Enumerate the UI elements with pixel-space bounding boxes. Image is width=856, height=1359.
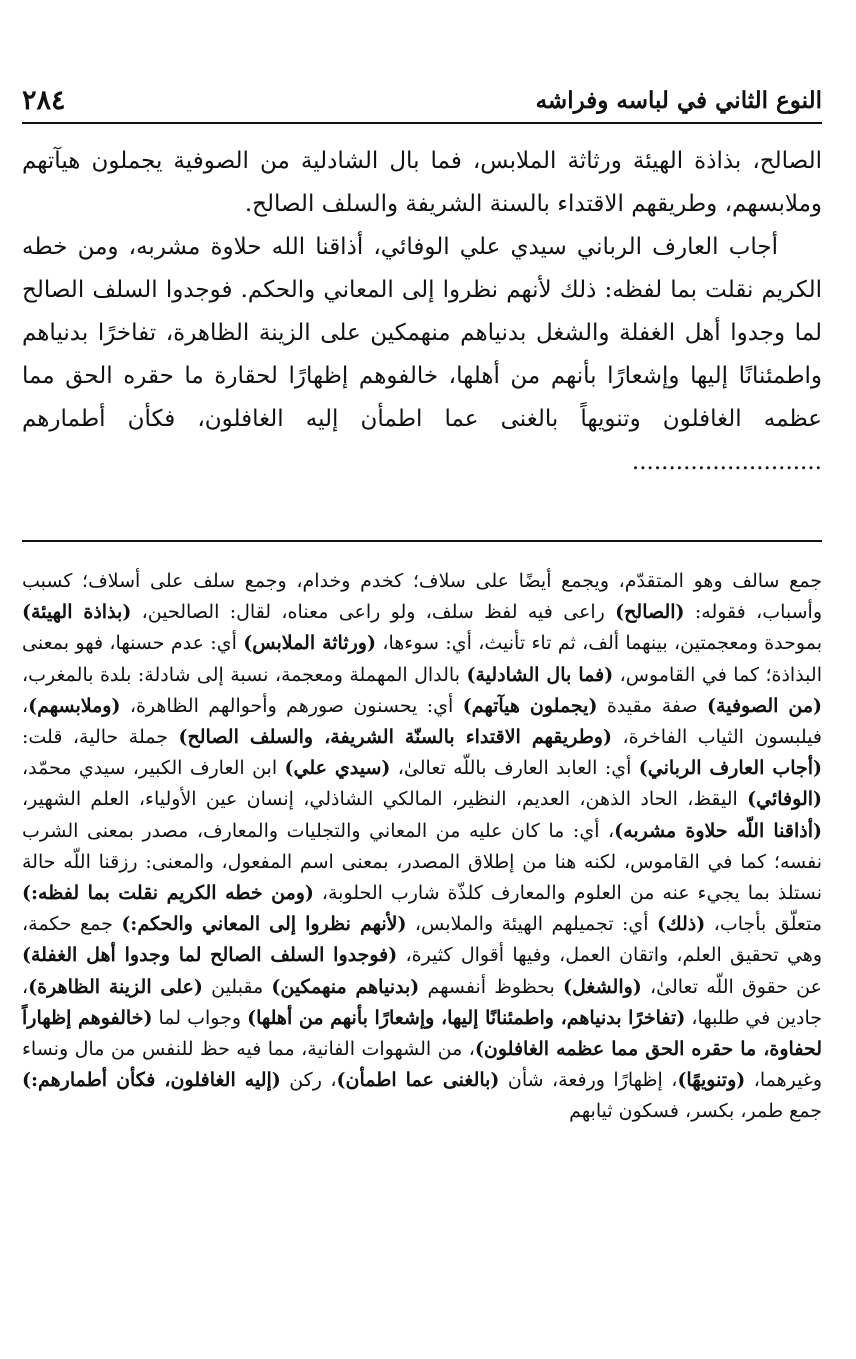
- commentary-segment: بموحدة ومعجمتين، بينهما ألف، ثم تاء تأنيث، أي: سوءها،: [375, 632, 822, 655]
- quoted-phrase: (فما بال الشادلية): [466, 663, 614, 686]
- commentary-segment: ، من الشهوات الفانية، مما فيه حظ للنفس من مال ونساء وغيرهما،: [22, 1038, 822, 1092]
- commentary-segment: ، فيلبسون الثياب الفاخرة،: [22, 694, 823, 749]
- quoted-phrase: (تفاخرًا بدنياهم، واطمئنانًا إليها، وإشعارًا بأنهم من أهلها): [247, 1006, 686, 1029]
- commentary-segment: ابن العارف الكبير، سيدي محمّد،: [22, 757, 285, 780]
- main-paragraph: أجاب العارف الرباني سيدي علي الوفائي، أذاقنا الله حلاوة مشربه، ومن خطه الكريم نقلت بما لفظه: ذلك لأنهم نظروا إلى المعاني والحكم. فوجدوا السلف الصالح لما وجدوا أهل الغفلة والشغل بدنياهم منهمكين على الزينة الظاهرة، تفاخرًا بدنياهم واطمئنانًا إليها وإشعارًا بأنهم من أهلها، خالفوهم إظهارًا لحقارة ما حقره الحق مما عظمه الغافلون وتنويهاً بالغنى عما اطمأن إليه الغافلون، فكأن أطمارهم ..........................: [22, 234, 822, 475]
- quoted-phrase: (الصالح): [615, 601, 685, 624]
- commentary-segment: ، إظهارًا ورفعة، شأن: [499, 1069, 678, 1092]
- commentary-segment: وجواب لما: [152, 1006, 248, 1029]
- commentary-segment: متعلّق بأجاب،: [705, 913, 822, 936]
- page-header: [22, 76, 822, 116]
- quoted-phrase: (سيدي علي): [284, 757, 391, 780]
- main-paragraph: الصالح، بذاذة الهيئة ورثاثة الملابس، فما بال الشادلية من الصوفية يجملون هيآتهم وملابسهم، وطريقهم الاقتداء بالسنة الشريفة والسلف الصالح.: [22, 148, 822, 217]
- commentary-segment: ، جادين في طلبها،: [22, 975, 823, 1029]
- commentary-segment: مقبلين: [202, 975, 272, 998]
- quoted-phrase: (ومن خطه الكريم نقلت بما لفظه:): [22, 882, 314, 905]
- quoted-phrase: (من الصوفية): [707, 694, 822, 717]
- quoted-phrase: (الوفائي): [747, 788, 822, 811]
- quoted-phrase: (على الزينة الظاهرة): [28, 975, 203, 998]
- commentary-segment: جمع حكمة، وهي تحقيق العلم، واتقان العمل، وفيها أقوال كثيرة،: [22, 913, 822, 967]
- quoted-phrase: (ذلك): [656, 913, 706, 936]
- quoted-phrase: (وملابسهم): [28, 694, 121, 717]
- commentary-segment: اليقظ، الحاد الذهن، العديم، النظير، المالكي الشاذلي، إنسان عين الأولياء، العلم الشهير،: [22, 788, 748, 811]
- commentary-segment: ، ركن: [280, 1069, 337, 1092]
- quoted-phrase: (بذاذة الهيئة): [22, 601, 132, 624]
- commentary-segment: أي: العابد العارف باللّه تعالىٰ،: [390, 757, 639, 780]
- quoted-phrase: (يجملون هيآتهم): [462, 694, 598, 717]
- commentary-segment: جمع سالف وهو المتقدّم، ويجمع أيضًا على سلاف؛ كخدم وخدام، وجمع سلف على أسلاف؛ كسبب وأسباب، فقوله:: [22, 570, 822, 624]
- quoted-phrase: (إليه الغافلون، فكأن أطمارهم:): [22, 1069, 281, 1092]
- commentary-segment: عن حقوق اللّه تعالىٰ،: [641, 975, 822, 998]
- page-number: ٢٨٤: [22, 85, 66, 116]
- quoted-phrase: (أذاقنا اللّه حلاوة مشربه): [614, 819, 822, 842]
- commentary-segment: بالدال المهملة ومعجمة، نسبة إلى شادلة: بلدة بالمغرب،: [22, 663, 467, 686]
- commentary-segment: أي: تجميلهم الهيئة والملابس،: [406, 913, 657, 936]
- quoted-phrase: (بالغنى عما اطمأن): [336, 1069, 500, 1092]
- commentary-segment: بحظوظ أنفسهم: [419, 975, 564, 998]
- quoted-phrase: (وطريقهم الاقتداء بالسنّة الشريفة، والسلف الصالح): [178, 726, 612, 749]
- commentary-text: [22, 566, 822, 1128]
- commentary-segment: صفة مقيدة: [597, 694, 708, 717]
- running-title: النوع الثاني في لباسه وفراشه: [535, 87, 822, 114]
- quoted-phrase: (فوجدوا السلف الصالح لما وجدوا أهل الغفلة): [22, 944, 398, 967]
- quoted-phrase: (بدنياهم منهمكين): [271, 975, 420, 998]
- quoted-phrase: (خالفوهم إظهاراً لحفاوة، ما حقره الحق مما عظمه الغافلون): [22, 1006, 822, 1061]
- commentary-segment: جمع طمر، بكسر، فسكون ثيابهم: [569, 1100, 822, 1123]
- commentary-segment: أي: يحسنون صورهم وأحوالهم الظاهرة،: [120, 694, 463, 717]
- commentary-segment: أي: عدم حسنها، فهو بمعنى البذاذة؛ كما في القاموس،: [22, 632, 822, 686]
- commentary-segment: جملة حالية، قلت:: [22, 726, 179, 749]
- footnote-divider: [22, 540, 822, 542]
- main-text: [22, 140, 822, 484]
- commentary-segment: راعى فيه لفظ سلف، ولو راعى معناه، لقال: الصالحين،: [131, 601, 616, 624]
- quoted-phrase: (أجاب العارف الرباني): [638, 757, 823, 780]
- quoted-phrase: (لأنهم نظروا إلى المعاني والحكم:): [121, 913, 407, 936]
- header-divider: [22, 122, 822, 124]
- quoted-phrase: (والشغل): [563, 975, 642, 998]
- quoted-phrase: (ورثاثة الملابس): [243, 632, 376, 655]
- quoted-phrase: (وتنويهًا): [677, 1069, 746, 1092]
- commentary-segment: ، أي: ما كان عليه من المعاني والتجليات والمعارف، مصدر بمعنى الشرب نفسه؛ كما في القاموس، لكنه هنا من إطلاق المصدر، بمعنى اسم المفعول، والمعنى: رزقنا اللّه حالة نستلذ بما يجيء عنه من العلوم والمعارف كلذّة شارب الحلوبة،: [22, 819, 822, 905]
